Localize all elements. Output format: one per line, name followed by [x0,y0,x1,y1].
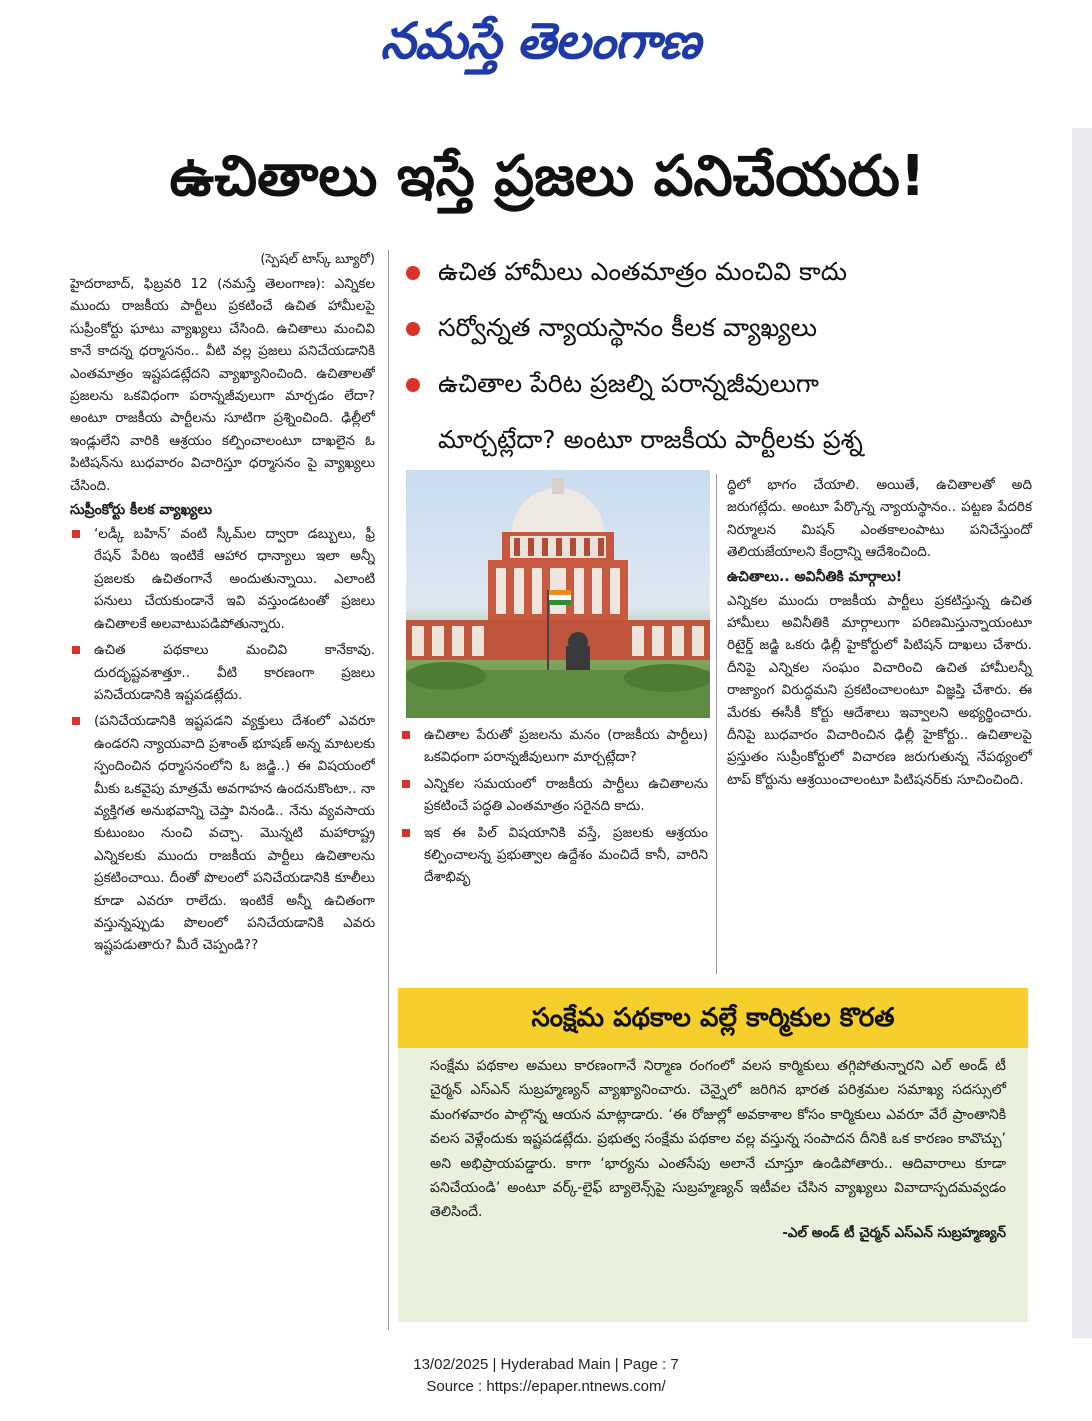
supreme-court-building-icon [406,470,710,718]
box-credit: -ఎల్ అండ్ టీ చైర్మన్ ఎస్ఎన్ సుబ్రహ్మణ్యన్ [782,1224,1006,1241]
col1-subhead: సుప్రీంకోర్టు కీలక వ్యాఖ్యలు [70,502,213,519]
bullet-square-icon [72,530,80,538]
bullet-square-icon [72,646,80,654]
list-item: ‘లడ్కీ బహిన్’ వంటి స్కీమ్‌ల ద్వారా డబ్బులు, ఫ్రీ రేషన్ పేరిట ఇంటికే ఆహార ధాన్యాలు ఇలా అన్నీ ప్రజలకు ఉచితంగానే అందుతున్నాయి. ఎలాంటి పనులు చేయకుండానే ఇవి వస్తుండటంతో ప్రజలు ఉచితాలకే అలవాటుపడిపోతున్నారు. [70,523,375,635]
highlight-item-continued: మార్చట్లేదా? అంటూ రాజకీయ పార్టీలకు ప్రశ్న [438,425,863,454]
box-title-banner [398,988,1028,1048]
list-item: ఉచిత పథకాలు మంచివి కానేకావు. దురదృష్టవశాత్తూ.. వీటి కారణంగా ప్రజలు పనిచేయడానికి ఇష్టపడట్లేదు. [70,639,375,706]
col3-subhead: ఉచితాలు.. అవినీతికి మార్గాలు! [727,568,903,585]
footer [0,1354,1092,1398]
bullet-square-icon [402,731,410,739]
col3-paragraph-top: ద్ధిలో భాగం చేయాలి. అయితే, ఉచితాలతో అది జరుగట్లేదు. అంటూ పేర్కొన్న న్యాయస్థానం.. పట్టణ పేదరిక నిర్మూలన మిషన్ ఎంతకాలంపాటు పనిచేస్తుందో తెలియజేయాలని కేంద్రాన్ని ఆదేశించింది. [727,477,1032,561]
masthead-logo: నమస్తే తెలంగాణ [380,12,700,70]
box-paragraph: సంక్షేమ పథకాల అమలు కారణంగానే నిర్మాణ రంగంలో వలస కార్మికులు తగ్గిపోతున్నారని ఎల్ అండ్ టీ చైర్మన్ ఎస్ఎన్ సుబ్రహ్మణ్యన్ వ్యాఖ్యానించారు. చెన్నైలో జరిగిన భారత పరిశ్రమల సమాఖ్య సదస్సులో మంగళవారం పాల్గొన్న ఆయన మాట్లాడారు. ‘ఈ రోజుల్లో అవకాశాల కోసం కార్మికులు ఎవరూ వేరే ప్రాంతానికి వలస వెళ్లేందుకు ఇష్టపడట్లేదు. ప్రభుత్వ సంక్షేమ పథకాల వల్ల వస్తున్న సంపాదన దీనికి ఒక కారణం కావొచ్చు’ అని అభిప్రాయపడ్డారు. కాగా ‘భార్యను ఎంతసేపు అలానే చూస్తూ ఉండిపోతారు.. ఆదివారాలు కూడా పనిచేయండి’ అంటూ వర్క్-లైఫ్ బ్యాలెన్స్‌పై సుబ్రహ్మణ్యన్ ఇటీవల చేసిన వ్యాఖ్యలు వివాదాస్పదమవ్వడం తెలిసిందే. [430,1058,1006,1221]
list-item: ఉచితాల పేరుతో ప్రజలను మనం (రాజకీయ పార్టీలు) ఒకవిధంగా పరాన్నజీవులుగా మార్చట్లేదా? [400,724,708,769]
bullet-square-icon [402,780,410,788]
col1-bullet-list [70,523,375,957]
highlight-item: సర్వోన్నత న్యాయస్థానం కీలక వ్యాఖ్యలు [400,300,1040,356]
highlight-item: ఉచితాల పేరిట ప్రజల్ని పరాన్నజీవులుగా [400,356,1040,412]
highlights [400,244,1040,464]
list-item: ఎన్నికల సమయంలో రాజకీయ పార్టీలు ఉచితాలను ప్రకటించే పద్ధతి ఎంతమాత్రం సరైనది కాదు. [400,773,708,818]
footer-source-line: Source : https://epaper.ntnews.com/ [426,1378,666,1395]
bullet-dot-icon [406,266,420,280]
bullet-square-icon [402,829,410,837]
column-1 [70,250,375,1330]
bullet-dot-icon [406,322,420,336]
highlight-item: ఉచిత హామీలు ఎంతమాత్రం మంచివి కాదు [400,244,1040,300]
list-item: (పనిచేయడానికి ఇష్టపడని వ్యక్తులు దేశంలో ఎవరూ ఉండరని న్యాయవాది ప్రశాంత్ భూషణ్ అన్న మాటలకు స్పందించిన ధర్మాసనంలోని ఓ జడ్జి..) ఈ విషయంలో మీకు ఒకవైపు మాత్రమే అవగాహన ఉందనుకొంటా.. నా వ్యక్తిగత అనుభవాన్ని చెప్తా వినండి.. నేను వ్యవసాయ కుటుంబం నుంచి వచ్చా. మొన్నటి మహారాష్ట్ర ఎన్నికలకు ముందు రాజకీయ పార్టీలు ఉచితాలను ప్రకటించాయి. దీంతో పొలంలో పనిచేయడానికి కూలీలు కూడా ఎవరూ రాలేదు. ఇంటికే అన్నీ ఉచితంగా వస్తున్నప్పుడు పొలంలో పనిచేయడానికి ఎవరు ఇష్టపడుతారు? మీరే చెప్పండి?? [70,710,375,956]
box-title: సంక్షేమ పథకాల వల్లే కార్మికుల కొరత [531,1003,895,1033]
headline: ఉచితాలు ఇస్తే ప్రజలు పనిచేయరు! [169,144,926,209]
col3-paragraph: ఎన్నికల ముందు రాజకీయ పార్టీలు ప్రకటిస్తున్న ఉచిత హామీలు అవినీతికి మార్గాలుగా పరిణమిస్తున్నాయంటూ రిటైర్డ్ జడ్జి ఒకరు ఢిల్లీ హైకోర్టులో పిటిషన్ దాఖలు చేశారు. దీనిపై ఎన్నికల సంఘం విచారించి ఉచిత హామీలన్నీ రాజ్యాంగ విరుద్ధమని ప్రకటించాలంటూ విజ్ఞప్తి చేశారు. ఈ మేరకు ఈసీకీ కోర్టు ఆదేశాలు ఇవ్వాలని అభ్యర్థించారు. దీనిపై బుధవారం విచారించిన ఢిల్లీ హైకోర్టు.. ఉచితాలపై ప్రస్తుతం సుప్రీంకోర్టులో విచారణ జరుగుతున్న నేపథ్యంలో టాప్ కోర్టును ఆశ్రయించాలంటూ పిటిషనర్‌కు సూచించింది. [727,592,1032,788]
column-3 [727,474,1032,974]
page-edge-bar [1072,128,1092,1338]
list-item: ఇక ఈ పిల్ విషయానికి వస్తే, ప్రజలకు ఆశ్రయం కల్పించాలన్న ప్రభుత్వాల ఉద్దేశం మంచిదే కానీ, వారిని దేశాభివృ [400,822,708,889]
col2-bullet-list [400,724,708,984]
supreme-court-photo [406,470,710,718]
bullet-dot-icon [406,378,420,392]
box-body [398,1048,1028,1322]
lead-paragraph: హైదరాబాద్, ఫిబ్రవరి 12 (నమస్తే తెలంగాణ): ఎన్నికల ముందు రాజకీయ పార్టీలు ప్రకటించే ఉచిత హామీలపై సుప్రీంకోర్టు ఘాటు వ్యాఖ్యలు చేసింది. ఉచితాలు మంచివి కానే కాదన్న ధర్మాసనం.. వీటి వల్ల ప్రజలు పనిచేయడానికి ఎంతమాత్రం ఇష్టపడట్లేదని వ్యాఖ్యానించింది. ఉచితాలతో ప్రజలను ఒకవిధంగా పరాన్నజీవులుగా మార్చడం లేదా? అంటూ రాజకీయ పార్టీలను సూటిగా ప్రశ్నించింది. ఢిల్లీలో ఇండ్లులేని వారికి ఆశ్రయం కల్పించాలంటూ దాఖలైన ఓ పిటిషన్‌ను బుధవారం విచారిస్తూ ధర్మాసనం పై వ్యాఖ్యలు చేసింది. [70,276,375,494]
bullet-square-icon [72,717,80,725]
byline: (స్పెషల్ టాస్క్ బ్యూరో) [260,252,375,267]
footer-date-line: 13/02/2025 | Hyderabad Main | Page : 7 [413,1356,679,1373]
column-divider [716,474,717,974]
column-divider [388,250,389,1330]
